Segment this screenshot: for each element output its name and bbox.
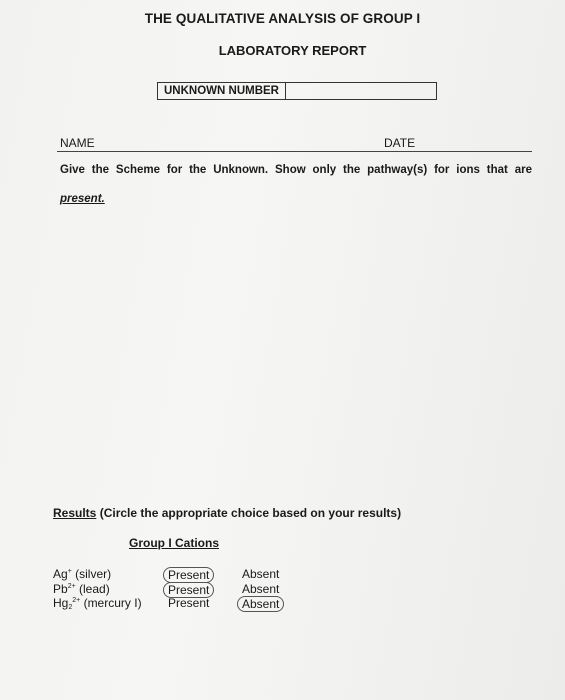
result-row-silver [53, 567, 353, 582]
absent-option[interactable]: Absent [237, 596, 284, 612]
results-heading-instruction: (Circle the appropriate choice based on your results) [96, 506, 402, 520]
results-heading-label: Results [53, 506, 97, 520]
bleed-through-text [180, 232, 183, 243]
ion-label: Ag+ (silver) [53, 567, 112, 581]
ion-label: $Pb^{2+}$ (lead) [53, 582, 110, 596]
instructions-text: Give the Scheme for the Unknown. Show only the pathway(s) for ions that are [60, 164, 532, 176]
present-option[interactable]: Present [163, 567, 214, 583]
name-date-line[interactable] [57, 137, 532, 152]
name-label: NAME [60, 136, 95, 150]
present-option[interactable]: Present [168, 596, 210, 610]
unknown-number-value[interactable] [286, 83, 436, 99]
unknown-number-label: UNKNOWN NUMBER [158, 83, 286, 99]
date-label: DATE [384, 136, 416, 150]
group-heading: Group I Cations [129, 536, 219, 550]
result-row-lead [53, 582, 353, 597]
page-subtitle: LABORATORY REPORT [218, 43, 367, 58]
absent-option[interactable]: Absent [242, 582, 280, 596]
ion-label: $Hg_2^{2+}$ (mercury I) [53, 596, 142, 611]
result-row-mercury [53, 596, 353, 611]
page-title: THE QUALITATIVE ANALYSIS OF GROUP I [144, 11, 421, 26]
instructions-emphasis: present. [60, 193, 105, 205]
results-heading [53, 506, 401, 520]
absent-option[interactable]: Absent [242, 567, 280, 581]
present-option[interactable]: Present [163, 582, 214, 598]
unknown-number-field[interactable] [157, 82, 437, 100]
